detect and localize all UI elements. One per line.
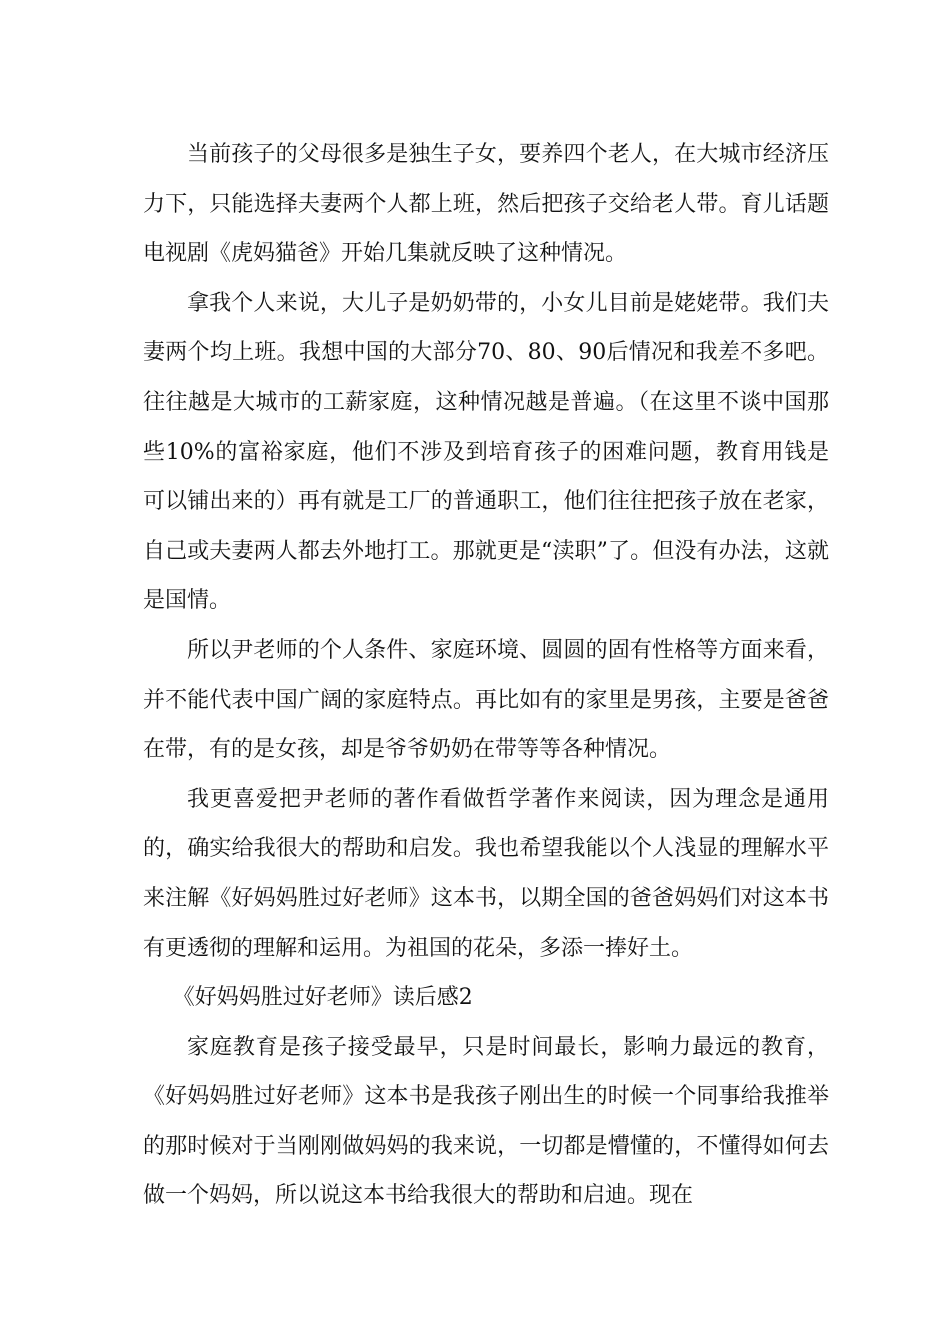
paragraph-5: 家庭教育是孩子接受最早，只是时间最长，影响力最远的教育，《好妈妈胜过好老师》这本书是我孩子刚出生的时候一个同事给我推举的那时候对于当刚刚做妈妈的我来说，一切都是懵懂的，不懂得如何去做一个妈妈，所以说这本书给我很大的帮助和启迪。现在 [143, 1034, 829, 1209]
paragraph-2: 拿我个人来说，大儿子是奶奶带的，小女儿目前是姥姥带。我们夫妻两个均上班。我想中国的大部分70、80、90后情况和我差不多吧。往往越是大城市的工薪家庭，这种情况越是普遍。（在这里不谈中国那些10%的富裕家庭，他们不涉及到培育孩子的困难问题，教育用钱是可以铺出来的）再有就是工厂的普通职工，他们往往把孩子放在老家，自己或夫妻两人都去外地打工。那就更是“渎职”了。但没有办法，这就是国情。 [143, 290, 829, 614]
paragraph-4: 我更喜爱把尹老师的著作看做哲学著作来阅读，因为理念是通用的，确实给我很大的帮助和启发。我也希望我能以个人浅显的理解水平来注解《好妈妈胜过好老师》这本书，以期全国的爸爸妈妈们对这本书有更透彻的理解和运用。为祖国的花朵，多添一捧好土。 [143, 786, 829, 961]
document-body [143, 130, 829, 1221]
paragraph-3: 所以尹老师的个人条件、家庭环境、圆圆的固有性格等方面来看，并不能代表中国广阔的家庭特点。再比如有的家里是男孩，主要是爸爸在带，有的是女孩，却是爷爷奶奶在带等等各种情况。 [143, 637, 829, 763]
paragraph-1: 当前孩子的父母很多是独生子女，要养四个老人，在大城市经济压力下，只能选择夫妻两个人都上班，然后把孩子交给老人带。育儿话题电视剧《虎妈猫爸》开始几集就反映了这种情况。 [143, 142, 829, 267]
section-title: 《好妈妈胜过好老师》读后感2 [172, 985, 473, 1011]
